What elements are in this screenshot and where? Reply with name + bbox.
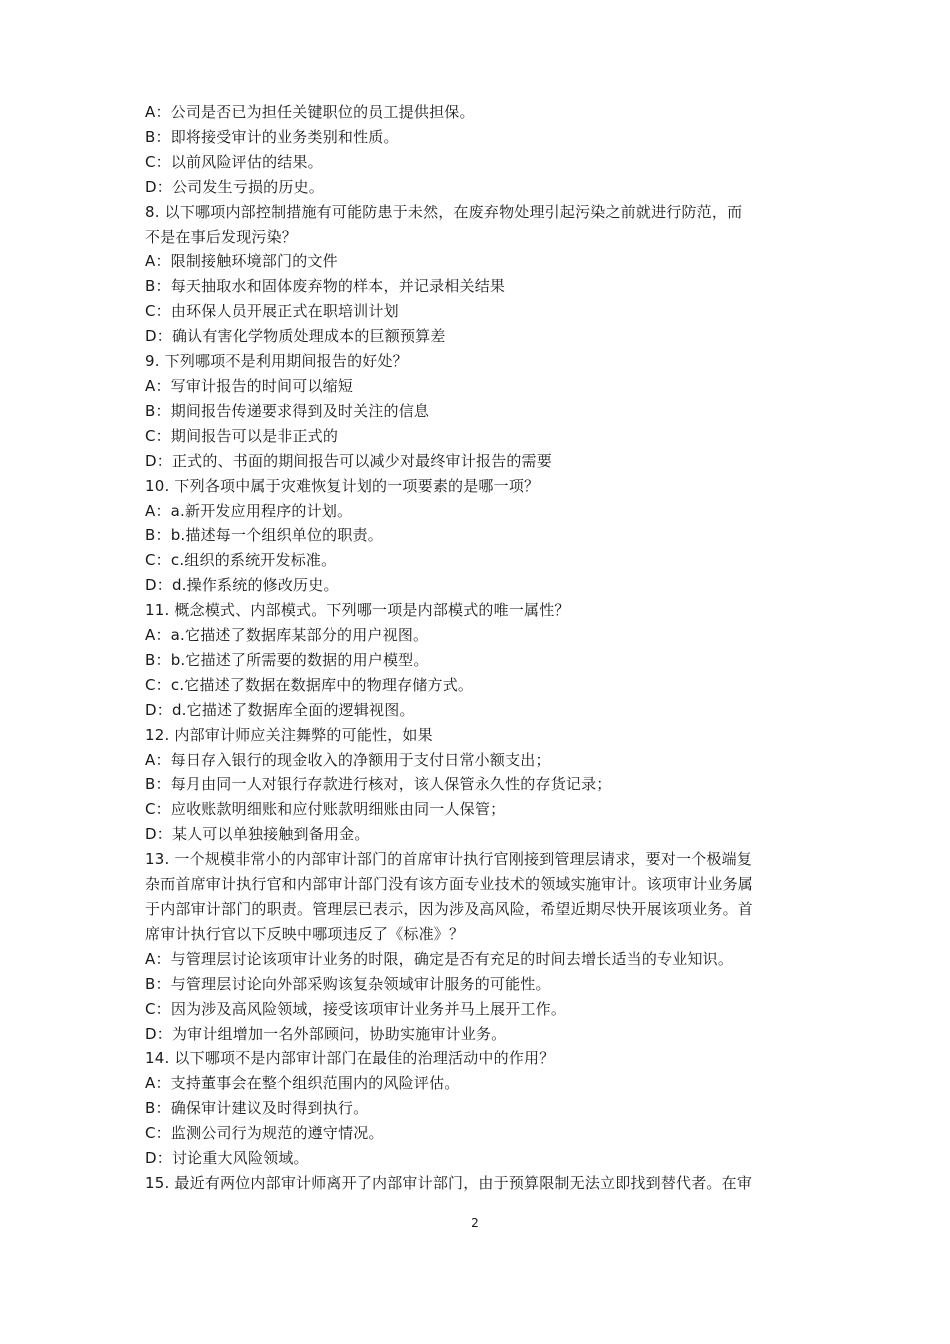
text-line: D：某人可以单独接触到备用金。 xyxy=(145,825,370,844)
text-line: A：支持董事会在整个组织范围内的风险评估。 xyxy=(145,1074,460,1093)
text-line: C：由环保人员开展正式在职培训计划 xyxy=(145,302,399,321)
text-line: D：讨论重大风险领域。 xyxy=(145,1149,309,1168)
text-line: B：确保审计建议及时得到执行。 xyxy=(145,1099,369,1118)
text-line: A：每日存入银行的现金收入的净额用于支付日常小额支出； xyxy=(145,750,551,769)
text-line: B：每月由同一人对银行存款进行核对，该人保管永久性的存货记录； xyxy=(145,775,612,794)
question-line: 14. 以下哪项不是内部审计部门在最佳的治理活动中的作用？ xyxy=(145,1049,555,1068)
text-line: C：c.它描述了数据在数据库中的物理存储方式。 xyxy=(145,675,474,694)
text-line: C：应收账款明细账和应付账款明细账由同一人保管； xyxy=(145,800,506,819)
question-line: 9. 下列哪项不是利用期间报告的好处？ xyxy=(145,352,408,371)
page-number: 2 xyxy=(471,1216,479,1230)
text-line: D：公司发生亏损的历史。 xyxy=(145,177,324,196)
text-line: A：a.它描述了数据库某部分的用户视图。 xyxy=(145,626,429,645)
text-line: A：限制接触环境部门的文件 xyxy=(145,252,338,271)
text-line: D：确认有害化学物质处理成本的巨额预算差 xyxy=(145,327,446,346)
page-body xyxy=(145,100,815,1196)
text-line: D：正式的、书面的期间报告可以减少对最终审计报告的需要 xyxy=(145,451,552,470)
text-line: C：因为涉及高风险领域，接受该项审计业务并马上展开工作。 xyxy=(145,999,567,1018)
text-line: C：c.组织的系统开发标准。 xyxy=(145,551,337,570)
text-line: C：监测公司行为规范的遵守情况。 xyxy=(145,1124,384,1143)
text-line: D：d.操作系统的修改历史。 xyxy=(145,576,339,595)
text-line: B：即将接受审计的业务类别和性质。 xyxy=(145,127,399,146)
text-line: 不是在事后发现污染？ xyxy=(145,227,298,246)
text-line: B：b.它描述了所需要的数据的用户模型。 xyxy=(145,650,429,669)
text-line: C：以前风险评估的结果。 xyxy=(145,152,323,171)
text-line: 杂而首席审计执行官和内部审计部门没有该方面专业技术的领域实施审计。该项审计业务属 xyxy=(145,875,754,894)
text-line: B：每天抽取水和固体废弃物的样本，并记录相关结果 xyxy=(145,277,506,296)
text-line: A：与管理层讨论该项审计业务的时限，确定是否有充足的时间去增长适当的专业知识。 xyxy=(145,949,734,968)
text-line: D：d.它描述了数据库全面的逻辑视图。 xyxy=(145,700,415,719)
text-line: B：与管理层讨论向外部采购该复杂领域审计服务的可能性。 xyxy=(145,974,551,993)
text-line: 席审计执行官以下反映中哪项违反了《标准》？ xyxy=(145,924,465,943)
question-line: 11. 概念模式、内部模式。下列哪一项是内部模式的唯一属性？ xyxy=(145,601,570,620)
text-line: C：期间报告可以是非正式的 xyxy=(145,426,339,445)
text-line: B：期间报告传递要求得到及时关注的信息 xyxy=(145,401,430,420)
text-line: D：为审计组增加一名外部顾问，协助实施审计业务。 xyxy=(145,1024,507,1043)
question-line: 13. 一个规模非常小的内部审计部门的首席审计执行官刚接到管理层请求，要对一个极端复 xyxy=(145,850,753,869)
question-line: 12. 内部审计师应关注舞弊的可能性，如果 xyxy=(145,725,433,744)
text-line: B：b.描述每一个组织单位的职责。 xyxy=(145,526,383,545)
text-line: 于内部审计部门的职责。管理层已表示，因为涉及高风险，希望近期尽快开展该项业务。首 xyxy=(145,900,754,918)
question-line: 10. 下列各项中属于灾难恢复计划的一项要素的是哪一项？ xyxy=(145,476,540,495)
text-line: A：公司是否已为担任关键职位的员工提供担保。 xyxy=(145,103,475,121)
question-line: 15. 最近有两位内部审计师离开了内部审计部门，由于预算限制无法立即找到替代者。在审 xyxy=(145,1173,753,1192)
text-line: A：a.新开发应用程序的计划。 xyxy=(145,501,353,520)
question-line: 8. 以下哪项内部控制措施有可能防患于未然，在废弃物处理引起污染之前就进行防范，而 xyxy=(145,202,743,221)
text-line: A：写审计报告的时间可以缩短 xyxy=(145,376,354,395)
